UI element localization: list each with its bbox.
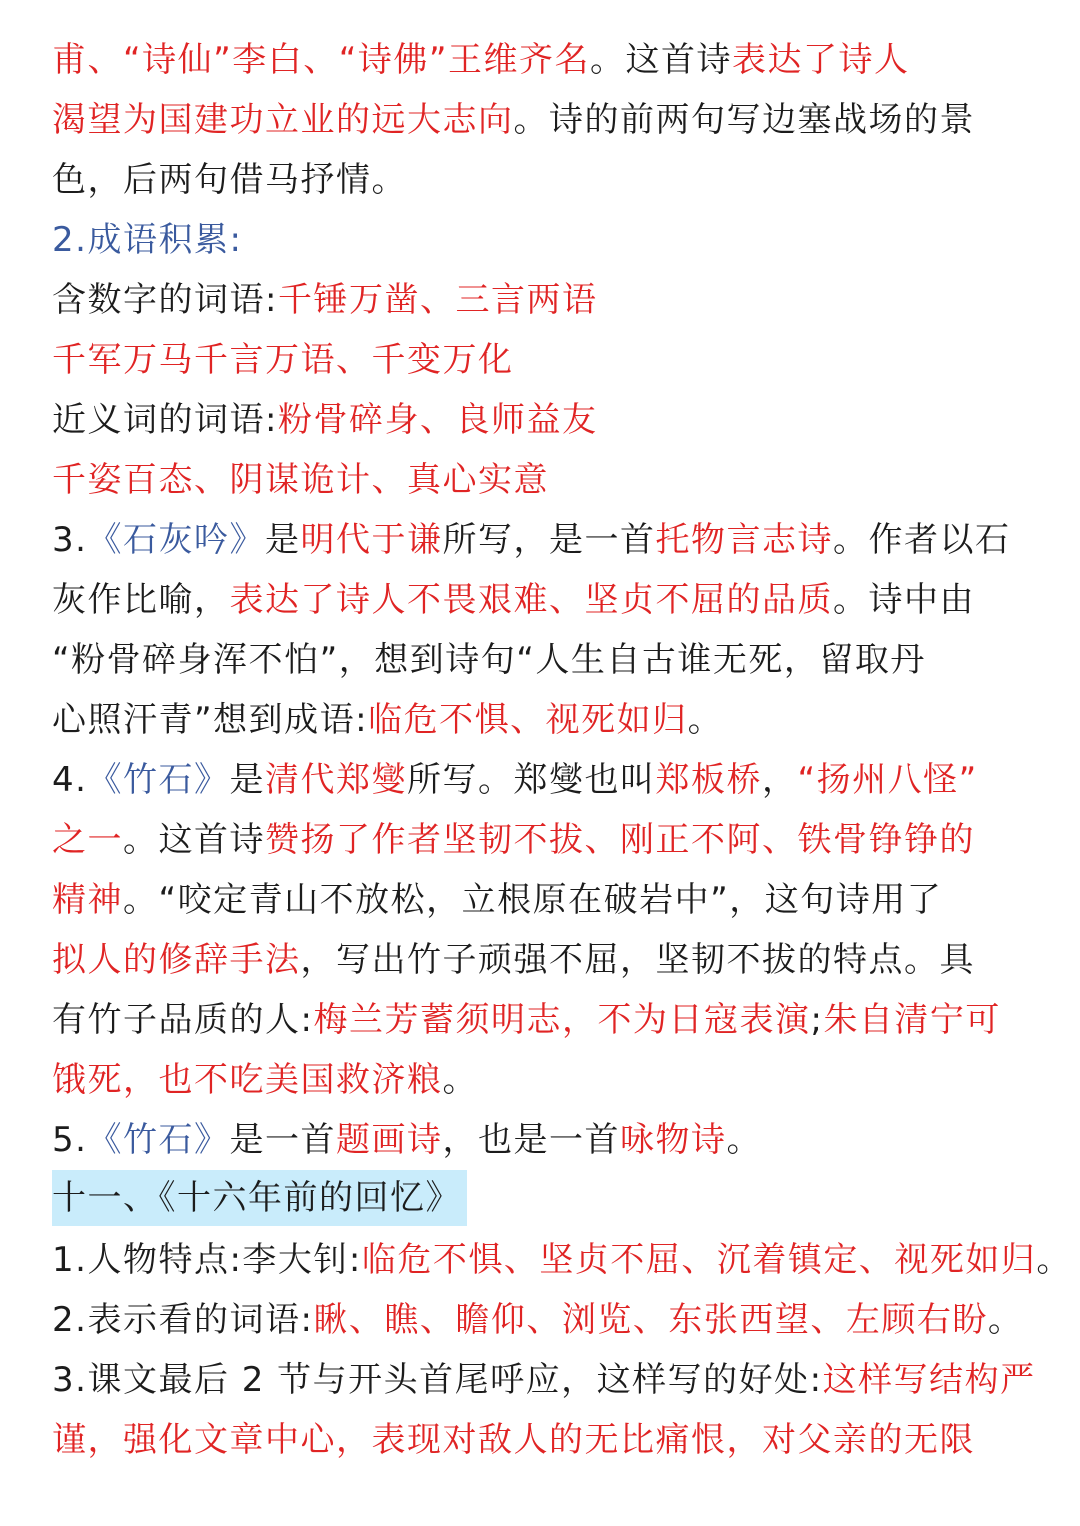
body-text: 心照汗青”想到成语: xyxy=(52,700,369,740)
text-line xyxy=(52,450,1028,510)
text-line xyxy=(52,30,1028,90)
highlight-text: 这样写结构严 xyxy=(822,1360,1036,1400)
body-text: 是 xyxy=(229,760,265,800)
text-line xyxy=(52,390,1028,450)
body-text: 。这首诗 xyxy=(589,40,732,80)
text-line xyxy=(52,270,1028,330)
highlight-text: 清代郑燮 xyxy=(264,760,407,800)
body-text: 有竹子品质的人: xyxy=(52,1000,314,1040)
body-text: 。 xyxy=(442,1060,478,1100)
body-text: 。作者以石 xyxy=(832,520,1011,560)
title-text: 2.成语积累: xyxy=(52,220,243,260)
body-text: 。 xyxy=(726,1120,762,1160)
highlight-text: 粉骨碎身、良师益友 xyxy=(277,400,598,440)
body-text: 3.课文最后 2 节与开头首尾呼应，这样写的好处: xyxy=(52,1360,823,1400)
body-text: 。诗中由 xyxy=(833,580,975,620)
body-text: ， xyxy=(761,760,798,800)
highlight-text: 饿死，也不吃美国救济粮 xyxy=(52,1060,443,1100)
text-line xyxy=(52,630,1028,690)
highlight-text: 谨，强化文章中心，表现对敌人的无比痛恨，对父亲的无限 xyxy=(52,1420,975,1460)
highlight-text: 渴望为国建功立业的远大志向 xyxy=(52,100,514,140)
text-line xyxy=(52,810,1028,870)
text-line xyxy=(52,1230,1072,1290)
text-line xyxy=(52,570,1028,630)
body-text: 。 xyxy=(987,1300,1024,1340)
body-text: 是 xyxy=(264,520,301,560)
highlight-text: 瞅、瞧、瞻仰、浏览、东张西望、左顾右盼 xyxy=(313,1300,988,1340)
highlight-text: 赞扬了作者坚韧不拔、刚正不阿、铁骨铮铮的 xyxy=(265,820,975,860)
body-text: 2.表示看的词语: xyxy=(52,1300,314,1340)
body-text: 含数字的词语: xyxy=(52,280,278,320)
highlight-text: 明代于谦 xyxy=(300,520,443,560)
text-line xyxy=(52,1410,1028,1470)
text-line xyxy=(52,210,1028,270)
body-text: 5. xyxy=(52,1120,88,1160)
body-text: 近义词的词语: xyxy=(52,400,278,440)
body-text: 是一首 xyxy=(229,1120,336,1160)
highlight-text: 临危不惧、视死如归 xyxy=(368,700,688,740)
highlight-text: 千锤万凿、三言两语 xyxy=(277,280,598,320)
title-text: 《竹石》 xyxy=(87,760,230,800)
highlight-text: 之一 xyxy=(52,820,123,860)
body-text: ; xyxy=(810,1000,824,1040)
section-heading-text: 十一、《十六年前的回忆》 xyxy=(52,1170,467,1226)
highlight-text: “扬州八怪” xyxy=(797,760,978,800)
body-text: 所写。郑燮也叫 xyxy=(406,760,656,800)
highlight-text: 表达了诗人不畏艰难、坚贞不屈的品质 xyxy=(229,580,833,620)
body-text: 4. xyxy=(52,760,88,800)
text-line xyxy=(52,1350,1036,1410)
body-text: “粉骨碎身浑不怕”，想到诗句“人生自古谁无死，留取丹 xyxy=(52,640,926,680)
body-text: 所写，是一首 xyxy=(442,520,656,560)
body-text: 3. xyxy=(52,520,88,560)
body-text: 灰作比喻， xyxy=(52,580,230,620)
text-line xyxy=(52,690,1028,750)
text-line xyxy=(52,1050,1028,1110)
text-line xyxy=(52,990,1028,1050)
highlight-text: 托物言志诗 xyxy=(655,520,833,560)
body-text: ，写出竹子顽强不屈，坚韧不拔的特点。具 xyxy=(300,940,975,980)
highlight-text: 咏物诗 xyxy=(619,1120,727,1160)
highlight-text: 梅兰芳蓄须明志，不为日寇表演 xyxy=(313,1000,811,1040)
text-line xyxy=(52,930,1028,990)
body-text: 色，后两句借马抒情。 xyxy=(52,160,407,200)
highlight-text: 千军万马千言万语、千变万化 xyxy=(52,340,514,380)
highlight-text: 甫、“诗仙”李白、“诗佛”王维齐名 xyxy=(52,40,590,80)
section-heading xyxy=(52,1170,1028,1230)
highlight-text: 千姿百态、阴谋诡计、真心实意 xyxy=(52,460,549,500)
body-text: 。这首诗 xyxy=(123,820,265,860)
text-line xyxy=(52,1290,1028,1350)
body-text: 。 xyxy=(1036,1240,1072,1280)
text-line xyxy=(52,870,1028,930)
highlight-text: 临危不惧、坚贞不屈、沉着镇定、视死如归 xyxy=(361,1240,1037,1280)
body-text: 。“咬定青山不放松，立根原在破岩中”，这句诗用了 xyxy=(123,880,943,920)
text-line xyxy=(52,90,1028,150)
highlight-text: 精神 xyxy=(52,880,123,920)
highlight-text: 拟人的修辞手法 xyxy=(52,940,301,980)
text-line xyxy=(52,750,1028,810)
highlight-text: 朱自清宁可 xyxy=(823,1000,1001,1040)
highlight-text: 题画诗 xyxy=(335,1120,443,1160)
body-text: 。诗的前两句写边塞战场的景 xyxy=(513,100,975,140)
text-line xyxy=(52,150,1028,210)
highlight-text: 表达了诗人 xyxy=(731,40,910,80)
title-text: 《石灰吟》 xyxy=(87,520,265,560)
body-text: 1.人物特点:李大钊: xyxy=(52,1240,362,1280)
text-line xyxy=(52,510,1028,570)
title-text: 《竹石》 xyxy=(87,1120,230,1160)
body-text: 。 xyxy=(687,700,724,740)
text-line xyxy=(52,1110,1028,1170)
text-line xyxy=(52,330,1028,390)
highlight-text: 郑板桥 xyxy=(655,760,762,800)
body-text: ，也是一首 xyxy=(442,1120,620,1160)
